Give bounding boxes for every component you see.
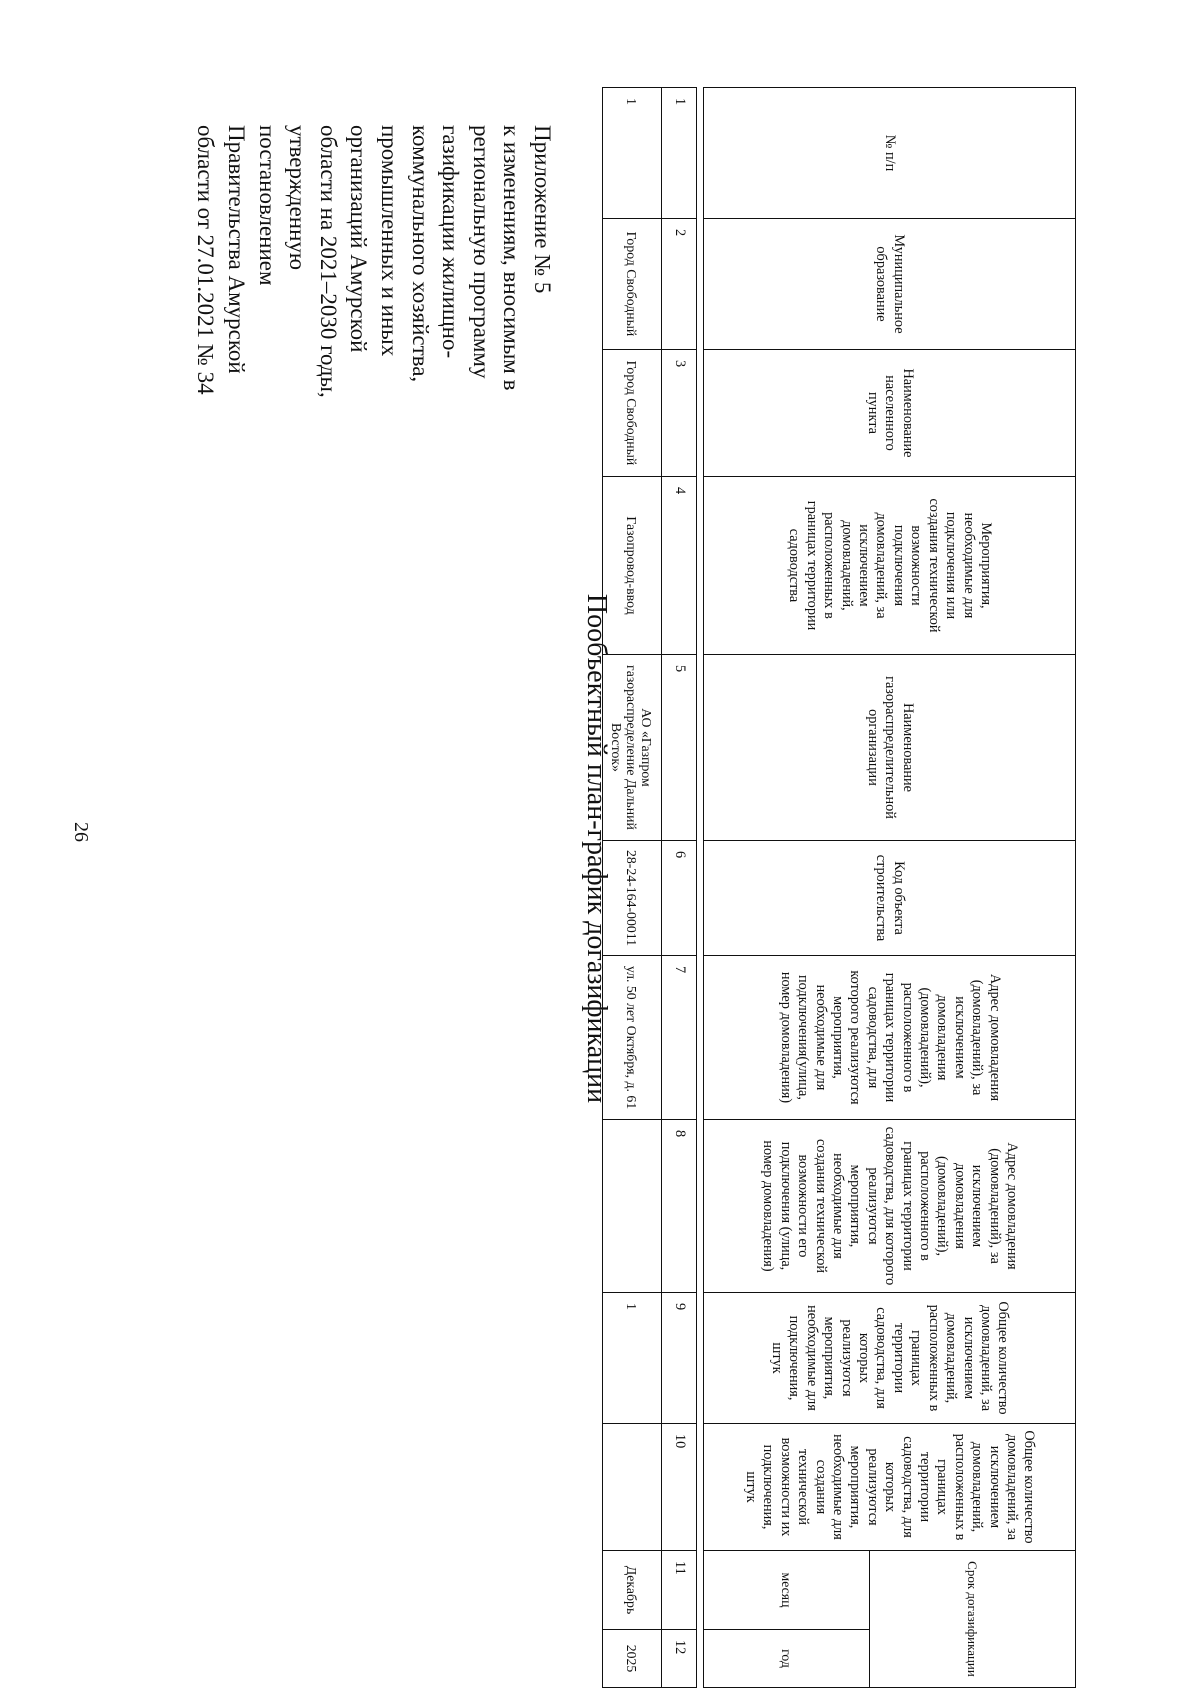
header-count-connect: Общее количество домовладений, за исключением домовладений, расположенных в границах территории садоводства, для которых реализуются мероприятия, необходимые для подключения, штук (704, 1293, 1076, 1424)
header-row (870, 88, 1076, 1688)
header-srok: Срок догазификации (870, 1551, 1076, 1688)
appendix-line: области на 2021–2030 годы, (315, 125, 341, 398)
header-settlement: Наименование населенного пункта (704, 350, 1076, 477)
table-row (603, 88, 662, 1688)
cell-month: Декабрь (603, 1551, 662, 1630)
spacer-row (697, 88, 704, 1688)
appendix-line: Правительства Амурской (224, 125, 250, 374)
column-number: 5 (662, 655, 697, 841)
header-num: № п/п (704, 88, 1076, 219)
column-number: 2 (662, 219, 697, 350)
column-number: 11 (662, 1551, 697, 1630)
appendix-line: Приложение № 5 (530, 125, 555, 294)
page-number: 26 (70, 822, 92, 842)
document-title: Пообъектный план-график догазификации (581, 593, 612, 1104)
cell-measures: Газопровод-ввод (603, 477, 662, 655)
column-number: 1 (662, 88, 697, 219)
cell-settlement: Город Свободный (603, 350, 662, 477)
cell-count-connect: 1 (603, 1293, 662, 1424)
cell-count-tech (603, 1424, 662, 1551)
appendix-line: к изменениям, вносимым в (499, 125, 525, 391)
appendix-note (190, 125, 557, 625)
header-municipality: Муниципальное образование (704, 219, 1076, 350)
header-month: месяц (704, 1551, 870, 1630)
cell-num: 1 (603, 88, 662, 219)
header-gdo: Наименование газораспределительной организации (704, 655, 1076, 841)
cell-address-connect: ул. 50 лет Октября, д. 61 (603, 956, 662, 1120)
cell-code: 28-24-164-00011 (603, 841, 662, 956)
appendix-line: газификации жилищно- (438, 125, 464, 359)
appendix-line: утвержденную (285, 125, 311, 271)
cell-address-tech (603, 1120, 662, 1293)
cell-municipality: Город Свободный (603, 219, 662, 350)
column-number: 9 (662, 1293, 697, 1424)
column-number: 10 (662, 1424, 697, 1551)
column-number-row (662, 88, 697, 1688)
appendix-line: коммунального хозяйства, (407, 125, 433, 383)
header-code: Код объекта строительства (704, 841, 1076, 956)
spacer-cell (697, 88, 704, 1688)
column-number: 8 (662, 1120, 697, 1293)
appendix-line: организаций Амурской (346, 125, 372, 353)
column-number: 3 (662, 350, 697, 477)
appendix-line: постановлением (254, 125, 280, 286)
appendix-line: промышленных и иных (377, 125, 403, 357)
appendix-line: области от 27.01.2021 № 34 (193, 125, 219, 395)
header-address-tech: Адрес домовладения (домовладений), за исключением домовладения (домовладений), расположенного в границах территории садоводства, для которого реализуются мероприятия, необходимые для создания технической возможности его подключения (улица, номер домовладения) (704, 1120, 1076, 1293)
column-number: 12 (662, 1630, 697, 1688)
column-number: 7 (662, 956, 697, 1120)
cell-year: 2025 (603, 1630, 662, 1688)
header-year: год (704, 1630, 870, 1688)
plan-table (602, 87, 1076, 1688)
cell-gdo: АО «Газпром газораспределение Дальний Восток» (603, 655, 662, 841)
header-count-tech: Общее количество домовладений, за исключением домовладений, расположенных в границах территории садоводства, для которых реализуются мероприятия, необходимые для создания технической возможности их подключения, штук (704, 1424, 1076, 1551)
header-address-connect: Адрес домовладения (домовладений), за исключением домовладения (домовладений), расположенного в границах территории садоводства, для которого реализуются мероприятия, необходимые для подключения(улица, номер домовладения) (704, 956, 1076, 1120)
column-number: 4 (662, 477, 697, 655)
column-number: 6 (662, 841, 697, 956)
appendix-line: региональную программу (468, 125, 494, 379)
header-measures: Мероприятия, необходимые для подключения или создания технической возможности подключения домовладений, за исключением домовладений, расположенных в границах территории садоводства (704, 477, 1076, 655)
